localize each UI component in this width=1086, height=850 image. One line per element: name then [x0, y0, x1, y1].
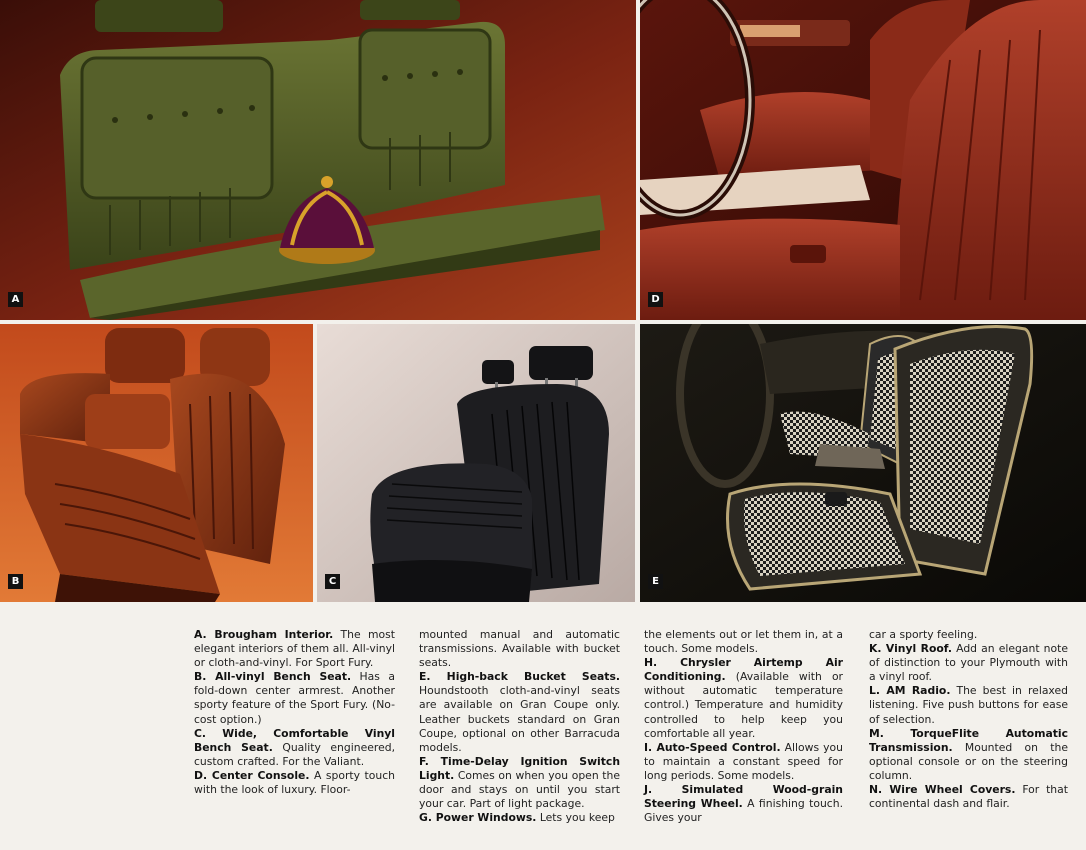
feature-body: Comes on when you open the door and stays on until you start your car. Part of light package. — [419, 768, 620, 811]
feature-body: Add an elegant note of distinction to your Plymouth with a vinyl roof. — [869, 642, 1069, 684]
feature-d — [194, 769, 395, 797]
photo-brougham-interior — [0, 0, 636, 320]
feature-b — [194, 670, 395, 726]
feature-g-continued — [644, 628, 843, 656]
feature-f — [419, 755, 620, 811]
center-console-image — [640, 0, 1086, 320]
feature-j-continued — [869, 628, 1068, 642]
text-column-3 — [644, 628, 843, 825]
feature-body: Has a fold-down center armrest. Another sporty feature of the Sport Fury. (No-cost option.) — [194, 670, 396, 726]
feature-body: For that continental dash and flair. — [869, 783, 1068, 811]
feature-heading: J. Simulated Wood-grain Steering Wheel. — [644, 783, 843, 811]
feature-heading: D. Center Console. — [194, 768, 310, 782]
feature-i — [644, 741, 843, 783]
photo-high-back-bucket-seats — [640, 324, 1086, 602]
vinyl-bench-seat-image — [317, 324, 635, 602]
feature-body: the elements out or let them in, at a touch. Some models. — [644, 628, 843, 656]
feature-d-continued — [419, 628, 620, 670]
feature-body: car a sporty feeling. — [869, 628, 978, 641]
photo-label-c: C — [325, 574, 340, 589]
feature-body: The best in relaxed listening. Five push buttons for ease of selection. — [869, 684, 1068, 726]
photo-label-b: B — [8, 574, 23, 589]
feature-e — [419, 670, 620, 755]
high-back-bucket-seats-image — [640, 324, 1086, 602]
feature-c — [194, 727, 395, 769]
feature-g — [419, 811, 620, 825]
feature-heading: K. Vinyl Roof. — [869, 642, 953, 656]
text-column-2 — [419, 628, 620, 825]
text-column-1 — [194, 628, 395, 797]
photo-label-e: E — [648, 574, 663, 589]
text-column-4 — [869, 628, 1068, 811]
photo-label-d: D — [648, 292, 663, 307]
feature-body: A sporty touch with the look of luxury. Floor- — [194, 768, 395, 797]
photo-vinyl-bench-seat — [317, 324, 635, 602]
feature-heading: C. Wide, Comfortable Vinyl Bench Seat. — [194, 726, 395, 754]
feature-body: Allows you to maintain a constant speed for long periods. Some models. — [644, 740, 843, 782]
brougham-seat-image — [0, 0, 636, 320]
feature-k — [869, 642, 1068, 684]
feature-body: (Available with or without automatic temperature control.) Temperature and humidity controlled to help keep you comfortable all year. — [644, 670, 843, 740]
feature-heading: A. Brougham Interior. — [194, 628, 334, 641]
photo-label-a: A — [8, 292, 23, 307]
photo-center-console — [640, 0, 1086, 320]
feature-body: Houndstooth cloth-and-vinyl seats are available on Gran Coupe only. Leather buckets standard on Gran Coupe, optional on other Barracuda models. — [419, 684, 620, 754]
feature-heading: F. Time-Delay Ignition Switch Light. — [419, 754, 620, 782]
feature-body: Lets you keep — [536, 811, 615, 825]
feature-m — [869, 727, 1068, 783]
feature-l — [869, 684, 1068, 726]
feature-heading: B. All-vinyl Bench Seat. — [194, 670, 352, 684]
feature-j — [644, 783, 843, 825]
feature-heading: M. TorqueFlite Automatic Transmission. — [869, 726, 1068, 754]
feature-heading: H. Chrysler Airtemp Air Conditioning. — [644, 656, 843, 684]
feature-a — [194, 628, 395, 670]
feature-body: Quality engineered, custom crafted. For the Valiant. — [194, 740, 395, 768]
photo-all-vinyl-bench-seat — [0, 324, 313, 602]
feature-heading: G. Power Windows. — [419, 811, 537, 825]
feature-body: Mounted on the optional console or on the steering column. — [869, 740, 1068, 782]
feature-body: The most elegant interiors of them all. All-vinyl or cloth-and-vinyl. For Sport Fury. — [194, 628, 395, 670]
feature-heading: N. Wire Wheel Covers. — [869, 783, 1016, 797]
feature-heading: I. Auto-Speed Control. — [644, 740, 781, 754]
feature-body: mounted manual and automatic transmissions. Available with bucket seats. — [419, 628, 620, 670]
feature-body: A finishing touch. Gives your — [644, 797, 844, 825]
feature-h — [644, 656, 843, 741]
feature-heading: L. AM Radio. — [869, 684, 951, 698]
all-vinyl-bench-seat-image — [0, 324, 313, 602]
feature-heading: E. High-back Bucket Seats. — [419, 670, 620, 684]
feature-n — [869, 783, 1068, 811]
